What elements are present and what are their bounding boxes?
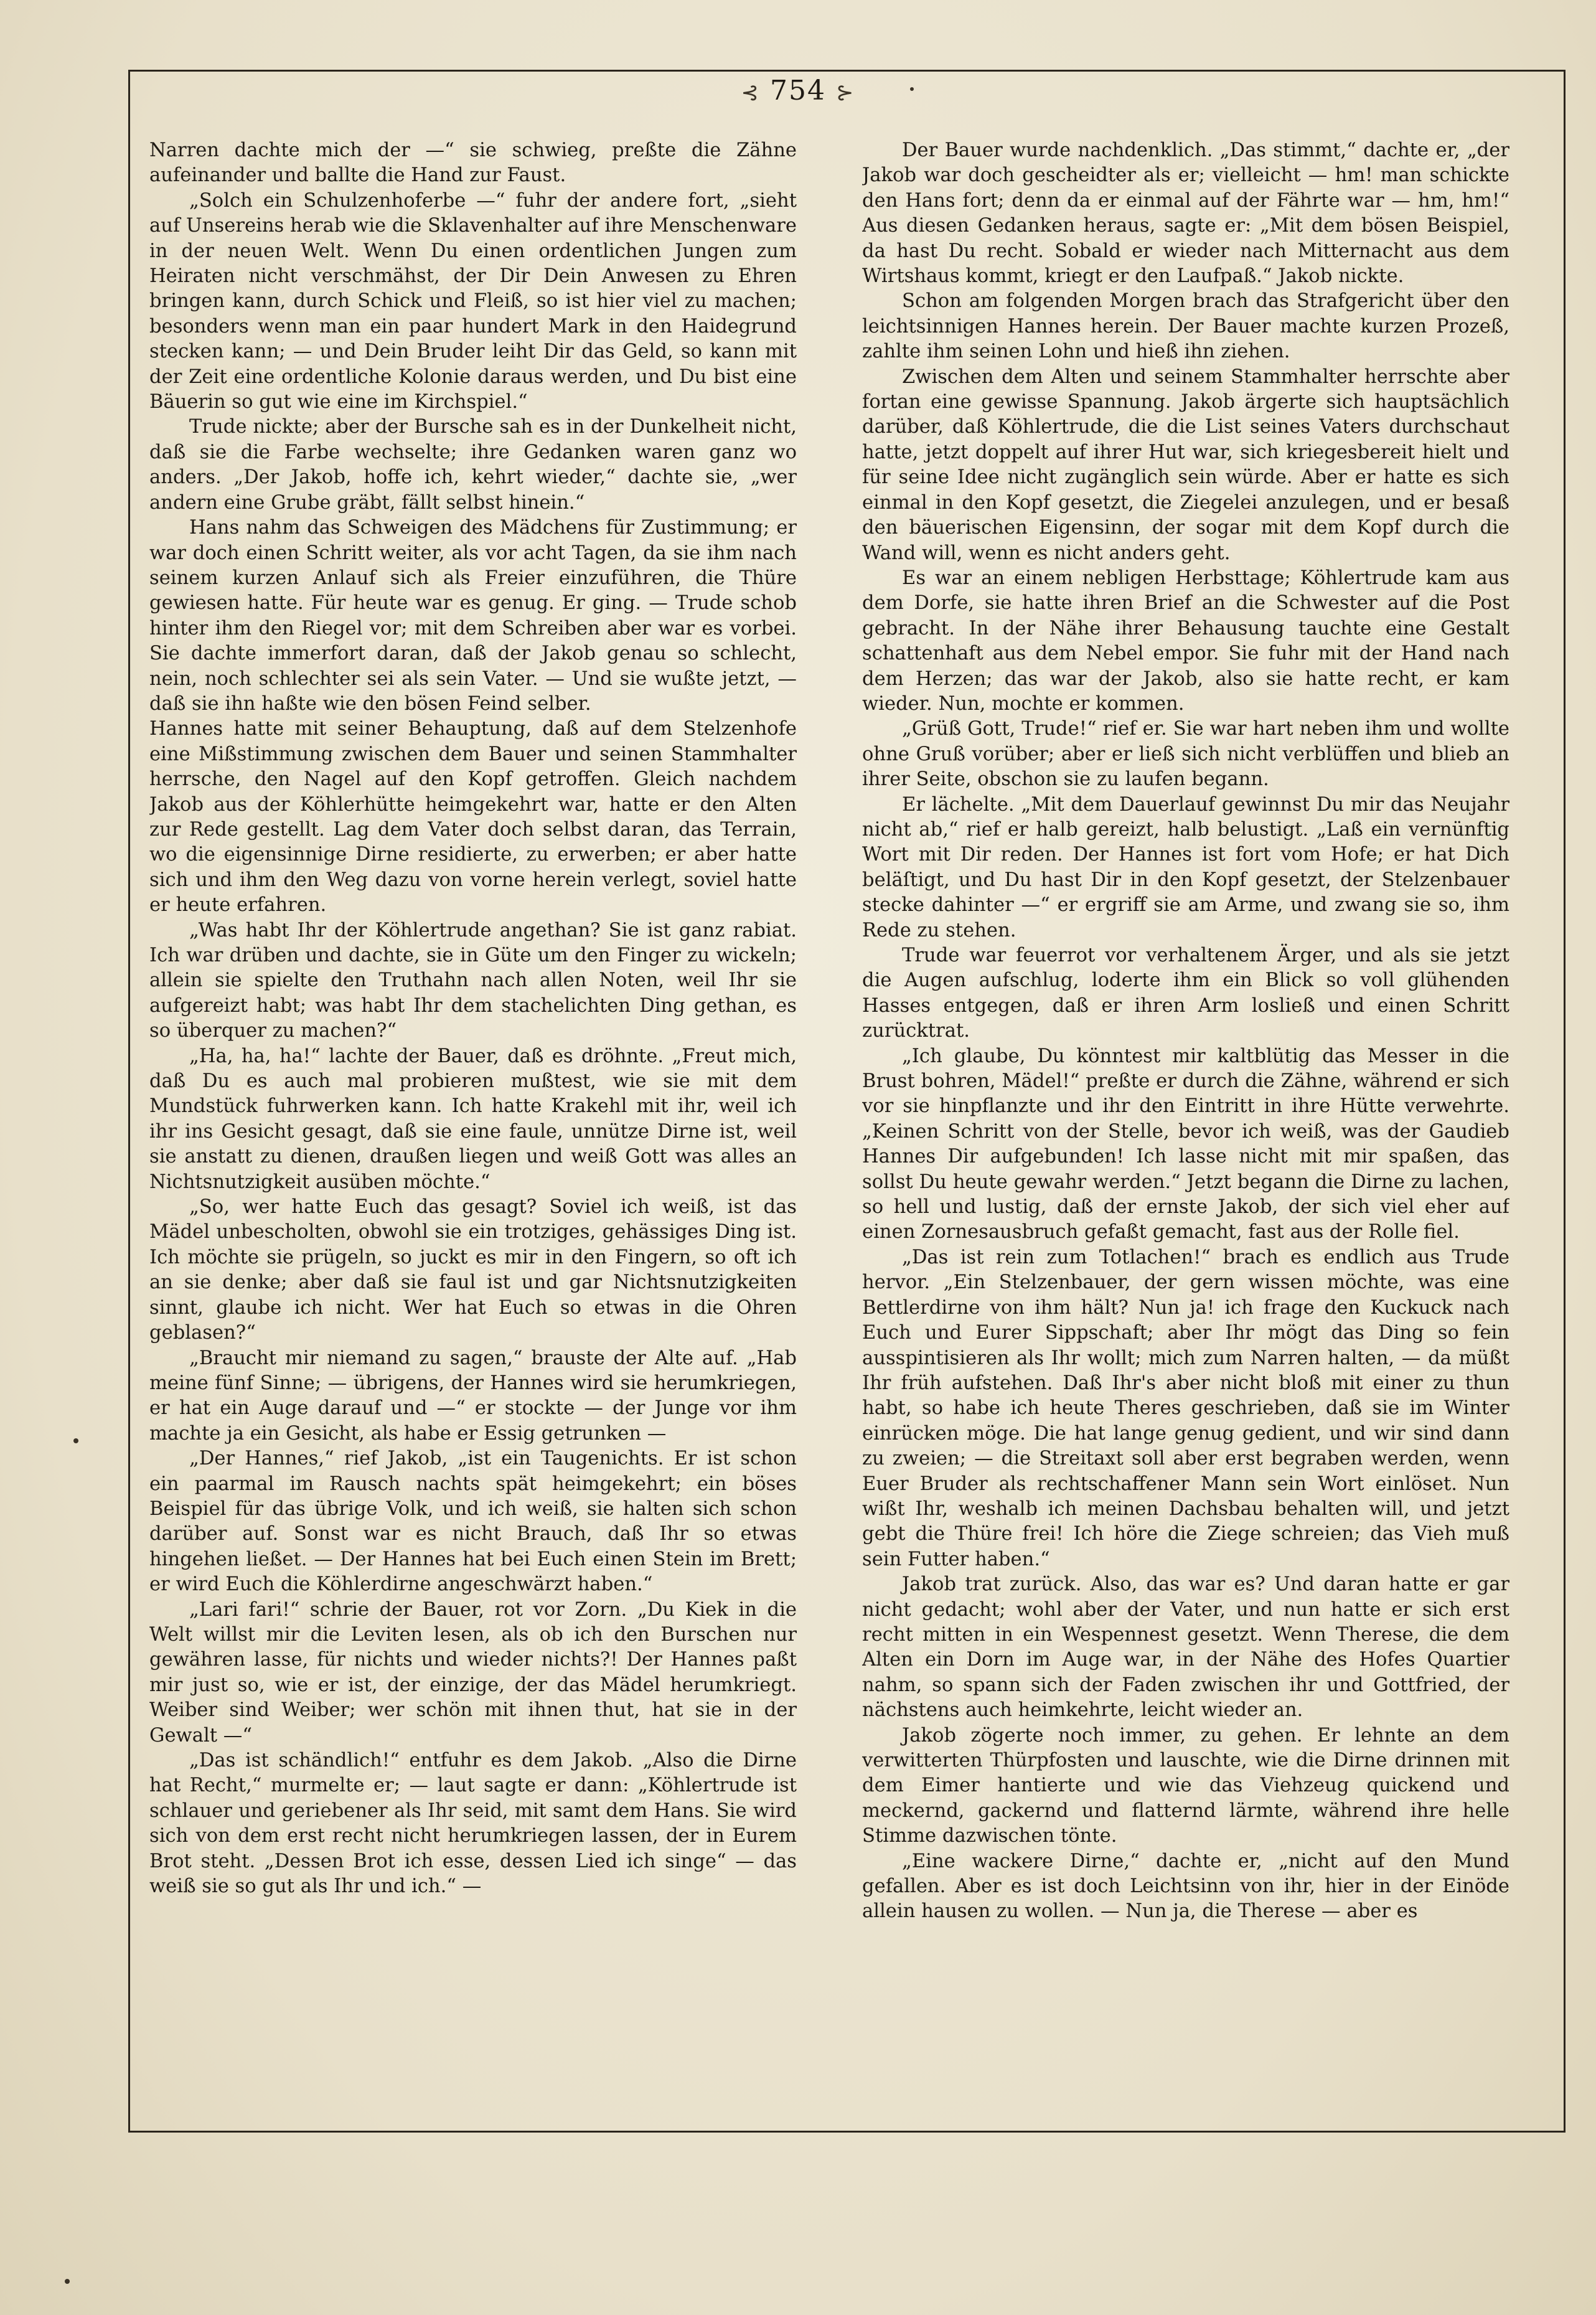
paragraph: Es war an einem nebligen Herbsttage; Köhlertrude kam aus dem Dorfe, sie hatte ihren Brief an die Schwester auf die Post gebracht. In der Nähe ihrer Behausung tauchte eine Gestalt schattenhaft aus dem Nebel empor. Sie fuhr mit der Hand nach dem Herzen; das war der Jakob, also sie hatte recht, er kam wieder. Nun, mochte er kommen. <box>862 567 1509 715</box>
page-number: 754 <box>770 75 826 106</box>
paragraph: Trude nickte; aber der Bursche sah es in der Dunkelheit nicht, daß sie die Farbe wechselte; ihre Gedanken waren ganz wo anders. „Der Jakob, hoffe ich, kehrt wieder,“ dachte sie, „wer andern eine Grube gräbt, fällt selbst hinein.“ <box>149 416 797 514</box>
left-column <box>149 138 797 2093</box>
right-column <box>862 138 1509 2093</box>
ornament-left: ⊰ <box>741 80 760 105</box>
paragraph: Hans nahm das Schweigen des Mädchens für Zustimmung; er war doch einen Schritt weiter, als vor acht Tagen, da sie ihm nach seinem kurzen Anlauf sich als Freier einzuführen, die Thüre gewiesen hatte. Für heute war es genug. Er ging. — Trude schob hinter ihm den Riegel vor; mit dem Schreiben aber war es vorbei. Sie dachte immerfort daran, daß der Jakob genau so schlecht, nein, noch schlechter sei als sein Vater. — Und sie wußte jetzt, — daß sie ihn haßte wie den bösen Feind selber. <box>149 517 797 715</box>
paragraph: Trude war feuerrot vor verhaltenem Ärger, und als sie jetzt die Augen aufschlug, loderte ihm ein Blick so voll glühenden Hasses entgegen, daß er ihren Arm losließ und einen Schritt zurücktrat. <box>862 945 1509 1042</box>
ink-speck <box>73 1438 78 1443</box>
paragraph: Er lächelte. „Mit dem Dauerlauf gewinnst Du mir das Neujahr nicht ab,“ rief er halb gereizt, halb belustigt. „Laß ein vernünftig Wort mit Dir reden. Der Hannes ist fort vom Hofe; er hat Dich beläſtigt, und Du hast Dir in den Kopf gesetzt, der Stelzenbauer stecke dahinter —“ er ergriff sie am Arme, und zwang sie so, ihm Rede zu stehen. <box>862 793 1509 941</box>
page-header <box>0 75 1596 106</box>
paragraph: „Das ist rein zum Totlachen!“ brach es endlich aus Trude hervor. „Ein Stelzenbauer, der gern wissen möchte, was eine Bettlerdirne von ihm hält? Nun ja! ich frage den Kuckuck nach Euch und Eurer Sippschaft; aber Ihr mögt das Ding so fein ausspintisieren als Ihr wollt; mich zum Narren halten, — da müßt Ihr früh aufstehen. Daß Ihr's aber nicht bloß mit einer zu thun habt, so habe ich heute Theres geschrieben, daß sie im Winter einrücken möge. Die hat lange genug gedient, und wir sind dann zu zweien; — die Streitaxt soll aber erst begraben werden, wenn Euer Bruder als rechtschaffener Mann sein Wort einlöset. Nun wißt Ihr, weshalb ich meinen Dachsbau behalten will, und jetzt gebt die Thüre frei! Ich höre die Ziege schreien; das Vieh muß sein Futter haben.“ <box>862 1246 1509 1570</box>
paragraph: Hannes hatte mit seiner Behauptung, daß auf dem Stelzenhofe eine Mißstimmung zwischen dem Bauer und seinen Stammhalter herrsche, den Nagel auf den Kopf getroffen. Gleich nachdem Jakob aus der Köhlerhütte heimgekehrt war, hatte er den Alten zur Rede gestellt. Lag dem Vater doch selbst daran, das Terrain, wo die eigensinnige Dirne residierte, zu erwerben; er aber hatte sich und ihm den Weg dazu von vorne herein verlegt, soviel hatte er heute erfahren. <box>149 718 797 917</box>
paragraph: „Was habt Ihr der Köhlertrude angethan? Sie ist ganz rabiat. Ich war drüben und dachte, sie in Güte um den Finger zu wickeln; allein sie spielte den Truthahn nach allen Noten, weil Ihr sie aufgereizt habt; was habt Ihr dem stachelichten Ding gethan, es so überquer zu machen?“ <box>149 919 797 1042</box>
paragraph: Zwischen dem Alten und seinem Stammhalter herrschte aber fortan eine gewisse Spannung. Jakob ärgerte sich hauptsächlich darüber, daß Köhlertrude, die die List seines Vaters durchschaut hatte, jetzt doppelt auf ihrer Hut war, sich kriegesbereit hielt und für seine Idee nicht zugänglich sein würde. Aber er hatte es sich einmal in den Kopf gesetzt, die Ziegelei anzulegen, und er besaß den bäuerischen Eigensinn, der sogar mit dem Kopf durch die Wand will, wenn es nicht anders geht. <box>862 365 1509 564</box>
paragraph: „Lari fari!“ schrie der Bauer, rot vor Zorn. „Du Kiek in die Welt willst mir die Leviten lesen, als ob ich den Burschen nur gewähren lasse, für nichts und wieder nichts?! Der Hannes paßt mir just so, wie er ist, der einzige, der das Mädel herumkriegt. Weiber sind Weiber; wer schön mit ihnen thut, hat sie in der Gewalt —“ <box>149 1598 797 1747</box>
paragraph: „Ha, ha, ha!“ lachte der Bauer, daß es dröhnte. „Freut mich, daß Du es auch mal probieren mußtest, wie sie mit dem Mundstück fuhrwerken kann. Ich hatte Krakehl mit ihr, weil ich ihr ins Gesicht gesagt, daß sie eine faule, unnütze Dirne ist, weil sie anstatt zu dienen, draußen liegen und weiß Gott was alles an Nichtsnutzigkeit ausüben möchte.“ <box>149 1045 797 1193</box>
paragraph: „Eine wackere Dirne,“ dachte er, „nicht auf den Mund gefallen. Aber es ist doch Leichtsinn von ihr, hier in der Einöde allein hausen zu wollen. — Nun ja, die Therese — aber es <box>862 1850 1509 1923</box>
paragraph: „Der Hannes,“ rief Jakob, „ist ein Taugenichts. Er ist schon ein paarmal im Rausch nachts spät heimgekehrt; ein böses Beispiel für das übrige Volk, und ich weiß, sie halten sich schon darüber auf. Sonst war es nicht Brauch, daß Ihr so etwas hingehen ließet. — Der Hannes hat bei Euch einen Stein im Brett; er wird Euch die Köhlerdirne angeschwärzt haben.“ <box>149 1448 797 1596</box>
paragraph: „Grüß Gott, Trude!“ rief er. Sie war hart neben ihm und wollte ohne Gruß vorüber; aber er ließ sich nicht verblüffen und blieb an ihrer Seite, obschon sie zu laufen begann. <box>862 718 1509 791</box>
paragraph: Jakob zögerte noch immer, zu gehen. Er lehnte an dem verwitterten Thürpfosten und lauschte, wie die Dirne drinnen mit dem Eimer hantierte und wie das Viehzeug quickend und meckernd, gackernd und flatternd lärmte, während ihre helle Stimme dazwischen tönte. <box>862 1724 1509 1847</box>
paragraph: Jakob trat zurück. Also, das war es? Und daran hatte er gar nicht gedacht; wohl aber der Vater, und nun hatte er sich erst recht mitten in ein Wespennest gesetzt. Wenn Therese, die dem Alten ein Dorn im Auge war, in der Nähe des Hofes Quartier nahm, so spann sich der Faden zwischen ihr und Gottfried, der nächstens auch heimkehrte, leicht wieder an. <box>862 1573 1509 1722</box>
ornament-right: ⊱ <box>835 80 855 105</box>
paragraph: „Solch ein Schulzenhoferbe —“ fuhr der andere fort, „sieht auf Unsereins herab wie die Sklavenhalter auf ihre Menschenware in der neuen Welt. Wenn Du einen ordentlichen Jungen zum Heiraten nicht verschmähst, der Dir Dein Anwesen zu Ehren bringen kann, durch Schick und Fleiß, so ist hier viel zu machen; besonders wenn man ein paar hundert Mark in den Haidegrund stecken kann; — und Dein Bruder leiht Dir das Geld, so kann mit der Zeit eine ordentliche Kolonie daraus werden, und Du bist eine Bäuerin so gut wie eine im Kirchspiel.“ <box>149 189 797 413</box>
paragraph: „So, wer hatte Euch das gesagt? Soviel ich weiß, ist das Mädel unbescholten, obwohl sie ein trotziges, gehässiges Ding ist. Ich möchte sie prügeln, so juckt es mir in den Fingern, so oft ich an sie denke; aber daß sie faul ist und gar Nichtsnutzigkeiten sinnt, glaube ich nicht. Wer hat Euch so etwas in die Ohren geblasen?“ <box>149 1196 797 1344</box>
paragraph: Schon am folgenden Morgen brach das Strafgericht über den leichtsinnigen Hannes herein. Der Bauer machte kurzen Prozeß, zahlte ihm seinen Lohn und hieß ihn ziehen. <box>862 290 1509 363</box>
paragraph: „Das ist schändlich!“ entfuhr es dem Jakob. „Also die Dirne hat Recht,“ murmelte er; — laut sagte er dann: „Köhlertrude ist schlauer und geriebener als Ihr seid, mit samt dem Hans. Sie wird sich von dem erst recht nicht herumkriegen lassen, der in Eurem Brot steht. „Dessen Brot ich esse, dessen Lied ich singe“ — das weiß sie so gut als Ihr und ich.“ — <box>149 1750 797 1898</box>
paragraph: Der Bauer wurde nachdenklich. „Das stimmt,“ dachte er, „der Jakob war doch gescheidter als er; vielleicht — hm! man schickte den Hans fort; denn da er einmal auf der Fährte war — hm, hm!“ Aus diesen Gedanken heraus, sagte er: „Mit dem bösen Beispiel, da hast Du recht. Sobald er wieder nach Mitternacht aus dem Wirtshaus kommt, kriegt er den Laufpaß.“ Jakob nickte. <box>862 139 1509 288</box>
paragraph: Narren dachte mich der —“ sie schwieg, preßte die Zähne aufeinander und ballte die Hand zur Faust. <box>149 139 797 187</box>
paragraph: „Ich glaube, Du könntest mir kaltblütig das Messer in die Brust bohren, Mädel!“ preßte er durch die Zähne, während er sich vor sie hinpflanzte und ihr den Eintritt in ihre Hütte verwehrte. „Keinen Schritt von der Stelle, bevor ich weiß, was der Gaudieb Hannes Dir aufgebunden! Ich lasse nicht mit mir spaßen, das sollst Du heute gewahr werden.“ Jetzt begann die Dirne zu lachen, so hell und lustig, daß der ernste Jakob, der sich viel eher auf einen Zornesausbruch gefaßt gemacht, fast aus der Rolle fiel. <box>862 1045 1509 1243</box>
paragraph: „Braucht mir niemand zu sagen,“ brauste der Alte auf. „Hab meine fünf Sinne; — übrigens, der Hannes wird sie herumkriegen, er hat ein Auge darauf und —“ er stockte — der Junge vor ihm machte ja ein Gesicht, als habe er Essig getrunken — <box>149 1347 797 1445</box>
ink-speck <box>910 87 914 91</box>
ink-speck <box>65 2279 70 2284</box>
